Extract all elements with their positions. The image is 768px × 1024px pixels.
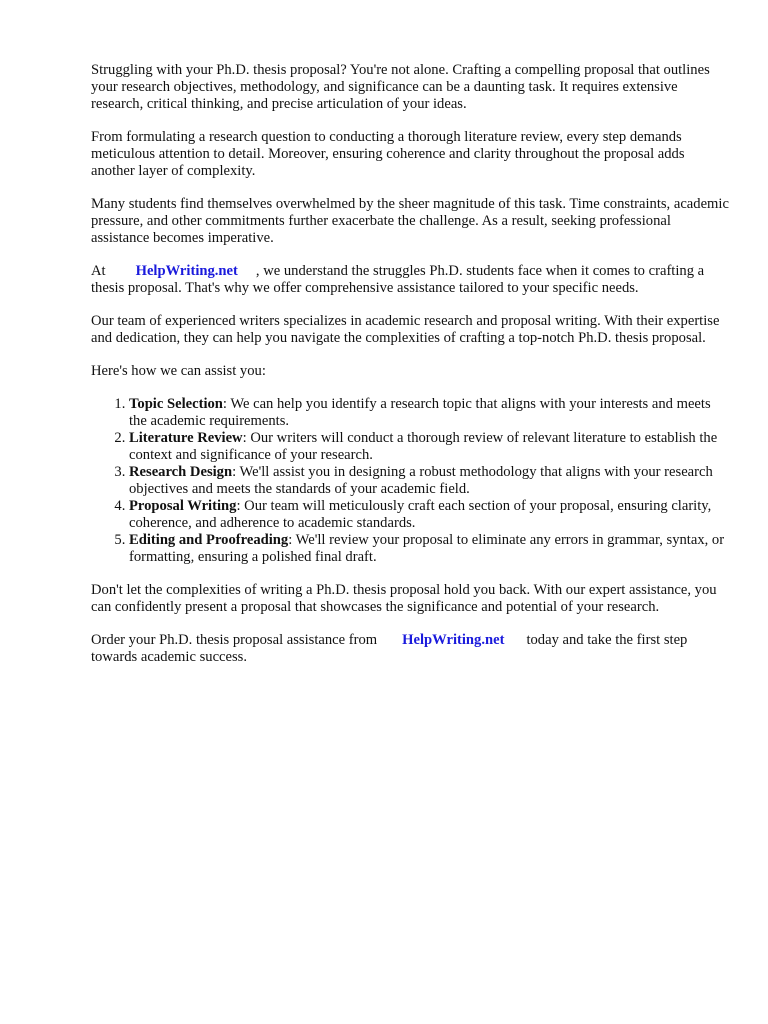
list-item-term: Literature Review: [129, 430, 243, 446]
list-item: [129, 464, 731, 498]
list-item-description: Our team will meticulously craft each section of your proposal, ensuring clarity, coherence, and adherence to academic standards.: [129, 498, 712, 531]
intro-paragraph-3: Many students find themselves overwhelmed by the sheer magnitude of this task. Time constraints, academic pressure, and other commitments further exacerbate the challenge. As a result, seeking professional assistance becomes imperative.: [91, 196, 729, 246]
list-item-term: Research Design: [129, 464, 233, 480]
cta-paragraph: [91, 632, 731, 666]
list-item-separator: :: [232, 464, 237, 480]
team-paragraph: Our team of experienced writers specializes in academic research and proposal writing. With their expertise and dedication, they can help you navigate the complexities of crafting a top-notch Ph.D. thesis proposal.: [91, 313, 720, 346]
helpwriting-cta-link[interactable]: HelpWriting.net: [402, 632, 505, 648]
list-item-separator: :: [288, 532, 293, 548]
list-item-description: We'll review your proposal to eliminate any errors in grammar, syntax, or formatting, ensuring a polished final draft.: [129, 532, 725, 565]
list-item-separator: :: [222, 396, 227, 412]
assist-heading: Here's how we can assist you:: [91, 363, 266, 379]
list-item-description: We can help you identify a research topic that aligns with your interests and meets the academic requirements.: [129, 396, 711, 429]
document-body: [91, 62, 731, 682]
list-item-term: Proposal Writing: [129, 498, 237, 514]
list-item: [129, 532, 731, 566]
list-item-separator: :: [236, 498, 241, 514]
assist-list: [91, 396, 731, 566]
service-rest-text: , we understand the struggles Ph.D. students face when it comes to crafting a thesis proposal. That's why we offer comprehensive assistance tailored to your specific needs.: [91, 263, 705, 296]
list-item: [129, 498, 731, 532]
list-item: [129, 430, 731, 464]
list-item-description: Our writers will conduct a thorough review of relevant literature to establish the context and significance of your research.: [129, 430, 718, 463]
helpwriting-link[interactable]: HelpWriting.net: [135, 263, 238, 279]
cta-before-text: Order your Ph.D. thesis proposal assistance from: [91, 632, 378, 648]
intro-paragraph-2: From formulating a research question to conducting a thorough literature review, every step demands meticulous attention to detail. Moreover, ensuring coherence and clarity throughout the proposal adds another layer of complexity.: [91, 129, 685, 179]
list-item-term: Editing and Proofreading: [129, 532, 289, 548]
list-item: [129, 396, 731, 430]
list-item-description: We'll assist you in designing a robust methodology that aligns with your research objectives and meets the standards of your academic field.: [129, 464, 713, 497]
list-item-separator: :: [242, 430, 247, 446]
intro-paragraph-1: Struggling with your Ph.D. thesis proposal? You're not alone. Crafting a compelling proposal that outlines your research objectives, methodology, and significance can be a daunting task. It requires extensive research, critical thinking, and precise articulation of your ideas.: [91, 62, 710, 112]
cta-after-text: today and take the first step towards academic success.: [91, 632, 688, 665]
service-paragraph: [91, 263, 731, 297]
service-at-text: At: [91, 263, 106, 279]
closing-paragraph: Don't let the complexities of writing a Ph.D. thesis proposal hold you back. With our expert assistance, you can confidently present a proposal that showcases the significance and potential of your research.: [91, 582, 717, 615]
list-item-term: Topic Selection: [129, 396, 223, 412]
